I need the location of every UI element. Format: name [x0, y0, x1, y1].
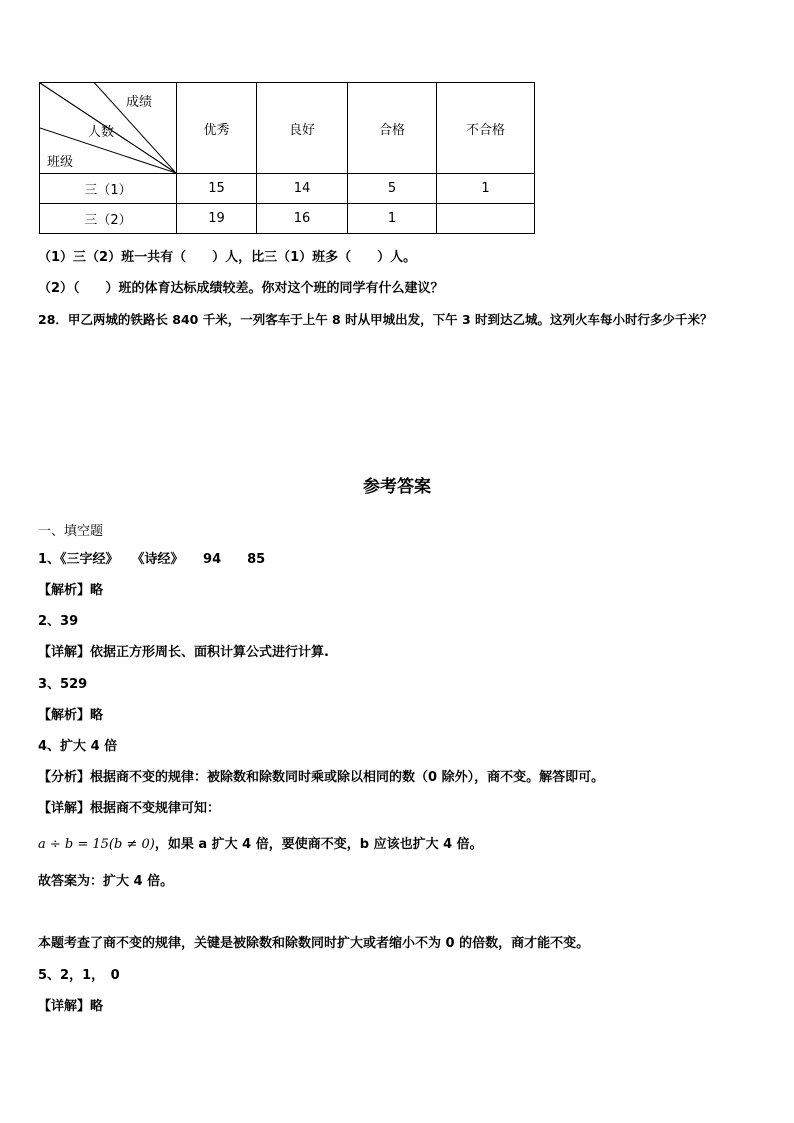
- column-header: 不合格: [437, 83, 535, 174]
- table-cell: 19: [177, 204, 257, 234]
- answer-1-note: 【解析】略: [38, 583, 104, 598]
- question-27-part-2: （2）（ ）班的体育达标成绩较差。你对这个班的同学有什么建议？: [38, 281, 444, 296]
- row-label: 三（1）: [40, 174, 177, 204]
- answer-1: 1、《三字经》 《诗经》 94 85: [38, 552, 266, 567]
- diag-label-count: 人数: [88, 125, 115, 140]
- table-cell: 1: [437, 174, 535, 204]
- table-row: [40, 204, 535, 234]
- answer-4-conclusion: 故答案为：扩大 4 倍。: [38, 874, 174, 889]
- answer-2: 2、39: [38, 614, 79, 629]
- answer-5: 5、2，1， 0: [38, 968, 120, 983]
- table-row: [40, 174, 535, 204]
- table-cell: [437, 204, 535, 234]
- answer-4-detail: 【详解】根据商不变规律可知：: [38, 801, 221, 816]
- answer-3: 3、529: [38, 677, 88, 692]
- table-cell: 1: [348, 204, 437, 234]
- answer-4-comment: 本题考查了商不变的规律，关键是被除数和除数同时扩大或者缩小不为 0 的倍数，商才能不变。: [38, 936, 590, 951]
- column-header: 优秀: [177, 83, 257, 174]
- answer-4: 4、扩大 4 倍: [38, 739, 118, 754]
- table-header-row: [40, 83, 535, 174]
- answers-title: 参考答案: [363, 477, 431, 497]
- answer-2-note: 【详解】依据正方形周长、面积计算公式进行计算.: [38, 645, 329, 660]
- score-table: [39, 82, 535, 234]
- table-cell: 16: [257, 204, 348, 234]
- answer-4-formula-line: [38, 836, 483, 854]
- table-cell: 5: [348, 174, 437, 204]
- table-cell: 14: [257, 174, 348, 204]
- formula: a ÷ b = 15(b ≠ 0): [38, 837, 155, 852]
- column-header: 合格: [348, 83, 437, 174]
- column-header: 良好: [257, 83, 348, 174]
- formula-explanation: ，如果 a 扩大 4 倍，要使商不变，b 应该也扩大 4 倍。: [154, 837, 483, 852]
- answer-3-note: 【解析】略: [38, 708, 104, 723]
- answer-5-note: 【详解】略: [38, 999, 104, 1014]
- diag-label-class: 班级: [47, 155, 74, 170]
- question-28: 28．甲乙两城的铁路长 840 千米，一列客车于上午 8 时从甲城出发，下午 3 时到达乙城。这列火车每小时行多少千米？: [38, 312, 713, 327]
- section-heading: 一、填空题: [38, 524, 104, 539]
- answer-4-analysis: 【分析】根据商不变的规律：被除数和除数同时乘或除以相同的数（0 除外），商不变。解答即可。: [38, 770, 605, 785]
- question-27-part-1: （1）三（2）班一共有（ ）人，比三（1）班多（ ）人。: [38, 250, 417, 265]
- diag-label-score: 成绩: [126, 95, 153, 110]
- diagonal-header-cell: [40, 83, 177, 174]
- table-cell: 15: [177, 174, 257, 204]
- row-label: 三（2）: [40, 204, 177, 234]
